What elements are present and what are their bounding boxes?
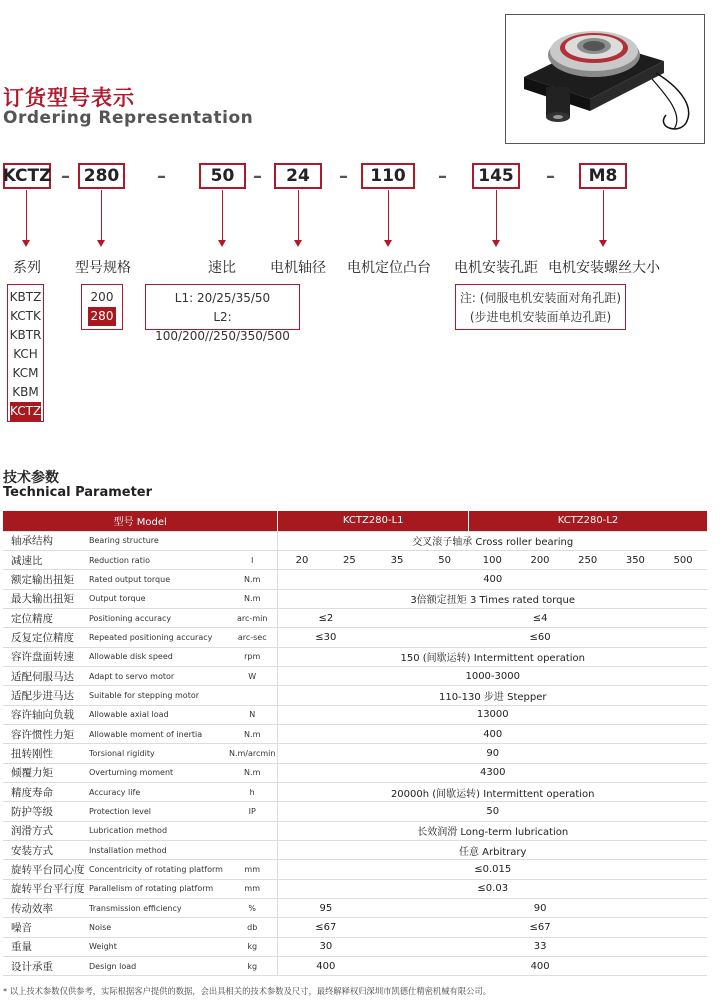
param-value: 95 xyxy=(278,899,373,918)
param-name-en: Protection level xyxy=(87,802,227,821)
param-unit: h xyxy=(227,782,278,801)
param-value: 110-130 步进 Stepper xyxy=(278,686,707,705)
table-row xyxy=(3,782,707,801)
table-row xyxy=(3,647,707,666)
param-unit xyxy=(227,821,278,840)
arrow-icon xyxy=(218,240,226,247)
header-model: 型号 Model xyxy=(3,511,278,531)
param-value: 50 xyxy=(421,550,469,569)
param-name-en: Weight xyxy=(87,937,227,956)
param-unit: IP xyxy=(227,802,278,821)
series-option: KBTR xyxy=(9,328,42,342)
hole-note-servo: 注: (伺服电机安装面对角孔距) xyxy=(459,291,622,305)
param-name-cn: 重量 xyxy=(3,937,87,956)
code-ratio-box: 50 xyxy=(199,163,246,189)
param-value: 400 xyxy=(278,957,373,976)
param-name-en: Output torque xyxy=(87,589,227,608)
arrow-icon xyxy=(22,240,30,247)
code-dash: – xyxy=(253,166,262,187)
code-dash: – xyxy=(157,166,166,187)
table-row xyxy=(3,957,707,976)
param-unit: N.m xyxy=(227,570,278,589)
param-name-en: Design load xyxy=(87,957,227,976)
tech-title-en: Technical Parameter xyxy=(3,485,153,500)
table-row xyxy=(3,802,707,821)
code-dash: – xyxy=(339,166,348,187)
table-row xyxy=(3,686,707,705)
code-hole-box: 145 xyxy=(472,163,520,189)
param-value: 35 xyxy=(373,550,421,569)
param-value: 90 xyxy=(373,899,707,918)
table-row xyxy=(3,821,707,840)
param-value: 20 xyxy=(278,550,326,569)
param-value: 3倍额定扭矩 3 Times rated torque xyxy=(278,589,707,608)
label-hole: 电机安装孔距 xyxy=(454,260,538,276)
param-name-en: Rated output torque xyxy=(87,570,227,589)
table-row xyxy=(3,879,707,898)
code-dash: – xyxy=(438,166,447,187)
table-row xyxy=(3,608,707,627)
param-value: 400 xyxy=(278,570,707,589)
param-value: 250 xyxy=(564,550,612,569)
param-name-cn: 反复定位精度 xyxy=(3,628,87,647)
table-row xyxy=(3,918,707,937)
table-row xyxy=(3,589,707,608)
param-name-cn: 精度寿命 xyxy=(3,782,87,801)
param-value: 500 xyxy=(659,550,707,569)
table-row xyxy=(3,744,707,763)
param-name-cn: 防护等级 xyxy=(3,802,87,821)
table-row xyxy=(3,705,707,724)
param-unit: I xyxy=(227,550,278,569)
param-name-en: Positioning accuracy xyxy=(87,608,227,627)
param-value: ≤2 xyxy=(278,608,373,627)
connector-line xyxy=(496,190,497,243)
param-value: 长效润滑 Long-term lubrication xyxy=(278,821,707,840)
param-name-cn: 传动效率 xyxy=(3,899,87,918)
param-name-en: Torsional rigidity xyxy=(87,744,227,763)
connector-line xyxy=(603,190,604,243)
param-unit: mm xyxy=(227,860,278,879)
param-name-cn: 适配步进马达 xyxy=(3,686,87,705)
table-row xyxy=(3,724,707,743)
param-unit: db xyxy=(227,918,278,937)
table-row xyxy=(3,550,707,569)
connector-line xyxy=(222,190,223,243)
param-name-cn: 容许轴向负载 xyxy=(3,705,87,724)
arrow-icon xyxy=(599,240,607,247)
product-image xyxy=(505,14,705,144)
param-name-cn: 润滑方式 xyxy=(3,821,87,840)
param-unit: N.m xyxy=(227,724,278,743)
code-series-box: KCTZ xyxy=(3,163,51,189)
param-value: 交叉滚子轴承 Cross roller bearing xyxy=(278,531,707,550)
series-option-selected: KCTZ xyxy=(10,402,41,421)
param-name-cn: 轴承结构 xyxy=(3,531,87,550)
param-value: 150 (间歇运转) Intermittent operation xyxy=(278,647,707,666)
table-row xyxy=(3,899,707,918)
param-name-en: Installation method xyxy=(87,841,227,860)
param-name-en: Allowable disk speed xyxy=(87,647,227,666)
param-name-cn: 容许惯性力矩 xyxy=(3,724,87,743)
param-value: 1000-3000 xyxy=(278,666,707,685)
param-unit: W xyxy=(227,666,278,685)
param-value: 90 xyxy=(278,744,707,763)
code-dash: – xyxy=(61,166,70,187)
tech-title-cn: 技术参数 xyxy=(3,470,59,486)
param-value: 350 xyxy=(612,550,660,569)
footnote: * 以上技术参数仅供参考，实际根据客户提供的数据，会出具相关的技术参数及尺寸，最终解释权归深圳市凯德仕精密机械有限公司。 xyxy=(3,986,492,996)
connector-line xyxy=(26,190,27,243)
section-title-en: Ordering Representation xyxy=(3,108,254,128)
param-value: 50 xyxy=(278,802,707,821)
param-name-en: Noise xyxy=(87,918,227,937)
param-value: ≤0.03 xyxy=(278,879,707,898)
param-name-en: Lubrication method xyxy=(87,821,227,840)
param-value: ≤30 xyxy=(278,628,373,647)
param-name-en: Transmission efficiency xyxy=(87,899,227,918)
header-l1: KCTZ280-L1 xyxy=(278,511,469,531)
tech-table xyxy=(3,511,707,976)
param-name-cn: 旋转平台同心度 xyxy=(3,860,87,879)
series-option: KBTZ xyxy=(9,290,42,304)
label-screw: 电机安装螺丝大小 xyxy=(548,260,660,276)
param-name-cn: 设计承重 xyxy=(3,957,87,976)
param-name-en: Parallelism of rotating platform xyxy=(87,879,227,898)
param-unit: % xyxy=(227,899,278,918)
param-name-cn: 旋转平台平行度 xyxy=(3,879,87,898)
arrow-icon xyxy=(384,240,392,247)
param-value: 30 xyxy=(278,937,373,956)
arrow-icon xyxy=(492,240,500,247)
param-name-en: Suitable for stepping motor xyxy=(87,686,227,705)
param-unit: kg xyxy=(227,957,278,976)
param-name-cn: 安装方式 xyxy=(3,841,87,860)
code-screw-box: M8 xyxy=(579,163,627,189)
code-boss-box: 110 xyxy=(361,163,415,189)
param-name-en: Repeated positioning accuracy xyxy=(87,628,227,647)
header-l2: KCTZ280-L2 xyxy=(468,511,707,531)
table-row xyxy=(3,570,707,589)
connector-line xyxy=(101,190,102,243)
param-value: ≤67 xyxy=(278,918,373,937)
param-value: 200 xyxy=(516,550,564,569)
ratio-option-l1: L1: 20/25/35/50 xyxy=(174,291,271,305)
connector-line xyxy=(388,190,389,243)
param-name-cn: 噪音 xyxy=(3,918,87,937)
param-unit: rpm xyxy=(227,647,278,666)
param-name-cn: 定位精度 xyxy=(3,608,87,627)
table-row xyxy=(3,860,707,879)
param-value: 20000h (间歇运转) Intermittent operation xyxy=(278,782,707,801)
param-unit: N.m/arcmin xyxy=(227,744,278,763)
param-value: ≤4 xyxy=(373,608,707,627)
label-size: 型号规格 xyxy=(75,260,131,276)
param-value: ≤67 xyxy=(373,918,707,937)
size-option: 200 xyxy=(90,290,114,304)
param-value: 4300 xyxy=(278,763,707,782)
series-options xyxy=(7,284,44,422)
param-unit: arc-min xyxy=(227,608,278,627)
param-name-en: Concentricity of rotating platform xyxy=(87,860,227,879)
arrow-icon xyxy=(97,240,105,247)
param-unit: N.m xyxy=(227,589,278,608)
ratio-option-l2: L2: 100/200//250/350/500 xyxy=(155,310,290,343)
param-name-cn: 额定输出扭矩 xyxy=(3,570,87,589)
section-title-cn: 订货型号表示 xyxy=(3,86,135,110)
param-value: 400 xyxy=(278,724,707,743)
label-ratio: 速比 xyxy=(208,260,236,276)
code-dash: – xyxy=(546,166,555,187)
table-row xyxy=(3,937,707,956)
param-value: ≤60 xyxy=(373,628,707,647)
hole-note-stepper: (步进电机安装面单边孔距) xyxy=(469,310,612,324)
ratio-options xyxy=(145,284,300,343)
param-name-cn: 容许盘面转速 xyxy=(3,647,87,666)
series-option: KCH xyxy=(13,347,38,361)
param-value: 33 xyxy=(373,937,707,956)
param-name-cn: 倾覆力矩 xyxy=(3,763,87,782)
param-name-cn: 最大输出扭矩 xyxy=(3,589,87,608)
table-row xyxy=(3,666,707,685)
code-size-box: 280 xyxy=(78,163,125,189)
param-value: 任意 Arbitrary xyxy=(278,841,707,860)
label-series: 系列 xyxy=(13,260,41,276)
series-option: KCM xyxy=(12,366,39,380)
param-unit: kg xyxy=(227,937,278,956)
param-name-en: Allowable axial load xyxy=(87,705,227,724)
table-row xyxy=(3,841,707,860)
param-unit: mm xyxy=(227,879,278,898)
code-shaft-box: 24 xyxy=(274,163,322,189)
param-value: 13000 xyxy=(278,705,707,724)
table-row xyxy=(3,628,707,647)
param-unit xyxy=(227,841,278,860)
param-value: 100 xyxy=(468,550,516,569)
param-name-cn: 减速比 xyxy=(3,550,87,569)
label-shaft: 电机轴径 xyxy=(270,260,326,276)
label-boss: 电机定位凸台 xyxy=(347,260,431,276)
series-option: KCTK xyxy=(10,309,41,323)
param-value: ≤0.015 xyxy=(278,860,707,879)
table-row xyxy=(3,763,707,782)
param-unit: N.m xyxy=(227,763,278,782)
param-name-en: Bearing structure xyxy=(87,531,227,550)
param-name-en: Accuracy life xyxy=(87,782,227,801)
param-value: 25 xyxy=(326,550,374,569)
param-name-en: Allowable moment of inertia xyxy=(87,724,227,743)
series-option: KBM xyxy=(12,385,39,399)
param-name-cn: 适配伺服马达 xyxy=(3,666,87,685)
param-unit: N xyxy=(227,705,278,724)
connector-line xyxy=(298,190,299,243)
param-value: 400 xyxy=(373,957,707,976)
size-options xyxy=(81,284,123,330)
param-name-en: Reduction ratio xyxy=(87,550,227,569)
table-row xyxy=(3,531,707,550)
param-unit xyxy=(227,531,278,550)
arrow-icon xyxy=(294,240,302,247)
hole-note xyxy=(455,284,626,330)
param-unit xyxy=(227,686,278,705)
size-option-selected: 280 xyxy=(88,307,116,326)
param-name-en: Adapt to servo motor xyxy=(87,666,227,685)
param-name-en: Overturning moment xyxy=(87,763,227,782)
param-unit: arc-sec xyxy=(227,628,278,647)
param-name-cn: 扭转刚性 xyxy=(3,744,87,763)
